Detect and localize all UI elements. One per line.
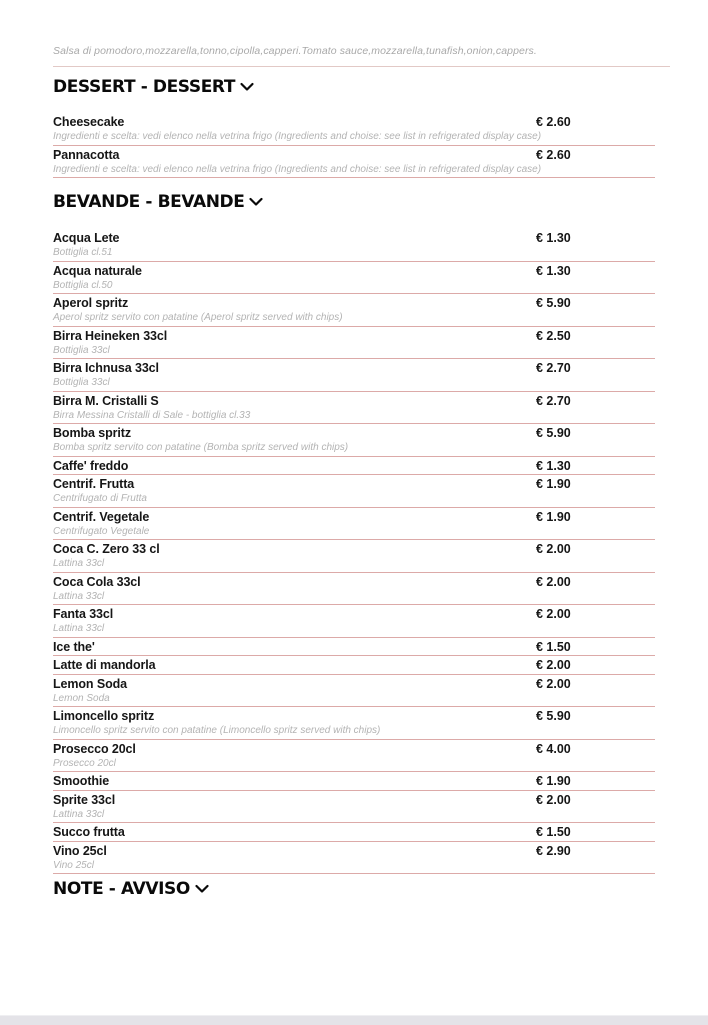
item-description: Bottiglia 33cl — [53, 344, 110, 356]
item-description: Vino 25cl — [53, 859, 94, 871]
item-name: Acqua Lete — [53, 231, 120, 245]
chevron-down-icon — [248, 194, 264, 210]
section-header-bevande[interactable] — [53, 192, 264, 212]
divider — [53, 66, 670, 67]
bevande-list — [53, 229, 655, 874]
item-price: € 2.00 — [536, 658, 571, 672]
item-price: € 5.90 — [536, 296, 571, 310]
item-description: Lattina 33cl — [53, 558, 105, 569]
section-title: BEVANDE - BEVANDE — [53, 192, 245, 212]
item-name: Birra Ichnusa 33cl — [53, 361, 159, 375]
item-name: Latte di mandorla — [53, 658, 156, 672]
item-price: € 1.90 — [536, 774, 571, 788]
item-name: Limoncello spritz — [53, 709, 155, 723]
item-name: Centrif. Vegetale — [53, 509, 150, 524]
item-description: Lattina 33cl — [53, 808, 105, 820]
item-name: Coca Cola 33cl — [53, 574, 141, 589]
item-name: Ice the' — [53, 639, 95, 654]
menu-item[interactable] — [53, 638, 655, 657]
item-name: Birra M. Cristalli S — [53, 393, 159, 408]
item-name: Aperol spritz — [53, 296, 129, 310]
item-price: € 2.00 — [536, 676, 571, 691]
previous-item-description: Salsa di pomodoro,mozzarella,tonno,cipolla,capperi.Tomato sauce,mozzarella,tunafish,onion,cappers. — [53, 45, 537, 57]
menu-item[interactable] — [53, 573, 655, 606]
item-price: € 2.00 — [536, 607, 571, 621]
section-header-note[interactable] — [53, 879, 210, 899]
item-price: € 1.50 — [536, 825, 571, 839]
menu-item[interactable] — [53, 842, 655, 875]
item-name: Fanta 33cl — [53, 607, 114, 621]
item-price: € 2.70 — [536, 361, 571, 375]
chevron-down-icon — [194, 881, 210, 897]
menu-item[interactable] — [53, 656, 655, 675]
chevron-down-icon — [239, 79, 255, 95]
item-price: € 2.60 — [536, 115, 571, 129]
item-name: Vino 25cl — [53, 843, 107, 858]
item-name: Birra Heineken 33cl — [53, 328, 168, 343]
item-price: € 2.00 — [536, 574, 571, 589]
dessert-list — [53, 113, 655, 178]
item-name: Smoothie — [53, 774, 110, 788]
item-price: € 1.30 — [536, 458, 571, 473]
menu-item[interactable] — [53, 740, 655, 773]
item-price: € 1.30 — [536, 231, 571, 245]
item-name: Succo frutta — [53, 825, 125, 839]
item-description: Bottiglia cl.50 — [53, 279, 113, 291]
item-price: € 2.70 — [536, 393, 571, 408]
item-name: Coca C. Zero 33 cl — [53, 542, 160, 556]
item-name: Cheesecake — [53, 115, 125, 129]
item-price: € 5.90 — [536, 709, 571, 723]
menu-item[interactable] — [53, 823, 655, 842]
item-price: € 5.90 — [536, 426, 571, 440]
menu-item[interactable] — [53, 146, 655, 179]
item-price: € 2.60 — [536, 147, 571, 162]
menu-item[interactable] — [53, 229, 655, 262]
menu-item[interactable] — [53, 359, 655, 392]
item-price: € 2.50 — [536, 328, 571, 343]
item-price: € 1.90 — [536, 477, 571, 491]
item-description: Lemon Soda — [53, 692, 110, 704]
item-name: Centrif. Frutta — [53, 477, 135, 491]
item-name: Pannacotta — [53, 147, 120, 162]
item-description: Limoncello spritz servito con patatine (Limoncello spritz served with chips) — [53, 725, 381, 736]
item-description: Prosecco 20cl — [53, 757, 116, 769]
item-description: Bomba spritz servito con patatine (Bomba spritz served with chips) — [53, 442, 349, 453]
menu-item[interactable] — [53, 327, 655, 360]
section-header-dessert[interactable] — [53, 77, 255, 97]
menu-item[interactable] — [53, 605, 655, 638]
item-price: € 1.30 — [536, 263, 571, 278]
item-name: Prosecco 20cl — [53, 741, 136, 756]
item-description: Aperol spritz servito con patatine (Aperol spritz served with chips) — [53, 312, 343, 323]
menu-item[interactable] — [53, 262, 655, 295]
menu-item[interactable] — [53, 392, 655, 425]
item-description: Centrifugato Vegetale — [53, 525, 150, 537]
menu-item[interactable] — [53, 791, 655, 824]
menu-item[interactable] — [53, 675, 655, 708]
item-description: Centrifugato di Frutta — [53, 493, 147, 504]
menu-item[interactable] — [53, 772, 655, 791]
section-title: DESSERT - DESSERT — [53, 77, 236, 97]
item-description: Lattina 33cl — [53, 623, 105, 634]
item-price: € 4.00 — [536, 741, 571, 756]
item-description: Ingredienti e scelta: vedi elenco nella vetrina frigo (Ingredients and choise: see list in refrigerated display case) — [53, 163, 542, 175]
menu-item[interactable] — [53, 707, 655, 740]
item-name: Acqua naturale — [53, 263, 142, 278]
item-price: € 1.50 — [536, 639, 571, 654]
item-description: Birra Messina Cristalli di Sale - bottiglia cl.33 — [53, 409, 251, 421]
item-price: € 2.00 — [536, 792, 571, 807]
item-description: Bottiglia cl.51 — [53, 247, 113, 258]
item-price: € 2.00 — [536, 542, 571, 556]
item-price: € 2.90 — [536, 843, 571, 858]
item-description: Bottiglia 33cl — [53, 377, 110, 388]
menu-item[interactable] — [53, 508, 655, 541]
menu-item[interactable] — [53, 475, 655, 508]
menu-item[interactable] — [53, 424, 655, 457]
menu-item[interactable] — [53, 540, 655, 573]
item-price: € 1.90 — [536, 509, 571, 524]
section-title: NOTE - AVVISO — [53, 879, 190, 899]
menu-item[interactable] — [53, 113, 655, 146]
item-name: Bomba spritz — [53, 426, 131, 440]
menu-item[interactable] — [53, 294, 655, 327]
menu-item[interactable] — [53, 457, 655, 476]
item-description: Lattina 33cl — [53, 590, 105, 602]
item-description: Ingredienti e scelta: vedi elenco nella vetrina frigo (Ingredients and choise: see list in refrigerated display case) — [53, 131, 542, 142]
item-name: Caffe' freddo — [53, 458, 129, 473]
item-name: Lemon Soda — [53, 676, 128, 691]
item-name: Sprite 33cl — [53, 792, 116, 807]
